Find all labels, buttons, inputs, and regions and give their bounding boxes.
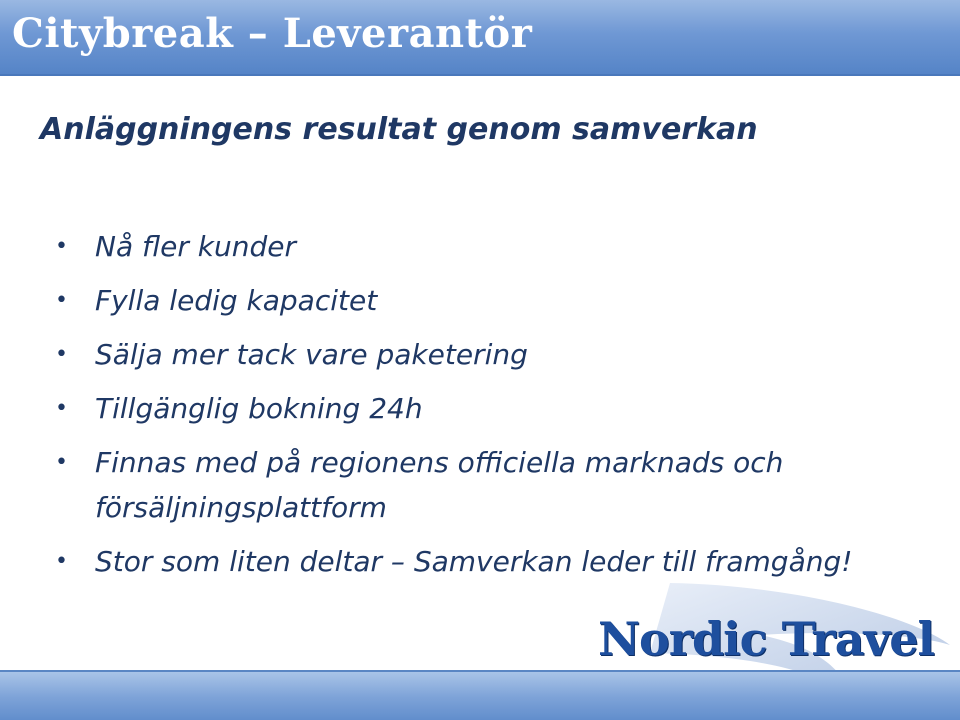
bullet-text: Sälja mer tack vare paketering xyxy=(95,338,528,371)
bullet-text: Nå fler kunder xyxy=(95,230,296,263)
bullet-item xyxy=(55,440,935,530)
bullet-item xyxy=(55,386,935,431)
footer-bar xyxy=(0,670,960,720)
bullet-dot-icon: • xyxy=(55,342,68,367)
bullet-item xyxy=(55,332,935,377)
bullet-dot-icon: • xyxy=(55,234,68,259)
bullet-dot-icon: • xyxy=(55,549,68,574)
slide-title: Citybreak – Leverantör xyxy=(12,10,533,57)
bullet-text: Stor som liten deltar – Samverkan leder till framgång! xyxy=(95,545,853,578)
bullet-text: Fylla ledig kapacitet xyxy=(95,284,378,317)
slide-subtitle: Anläggningens resultat genom samverkan xyxy=(40,112,758,147)
bullet-item xyxy=(55,224,935,269)
header-bar xyxy=(0,0,960,76)
bullet-item xyxy=(55,278,935,323)
bullet-dot-icon: • xyxy=(55,396,68,421)
bullet-list xyxy=(55,224,935,593)
bullet-dot-icon: • xyxy=(55,450,68,475)
nordic-travel-logo: Nordic Travel xyxy=(598,612,935,666)
bullet-text: Finnas med på regionens officiella marknads och försäljningsplattform xyxy=(95,446,784,524)
bullet-dot-icon: • xyxy=(55,288,68,313)
bullet-text: Tillgänglig bokning 24h xyxy=(95,392,423,425)
